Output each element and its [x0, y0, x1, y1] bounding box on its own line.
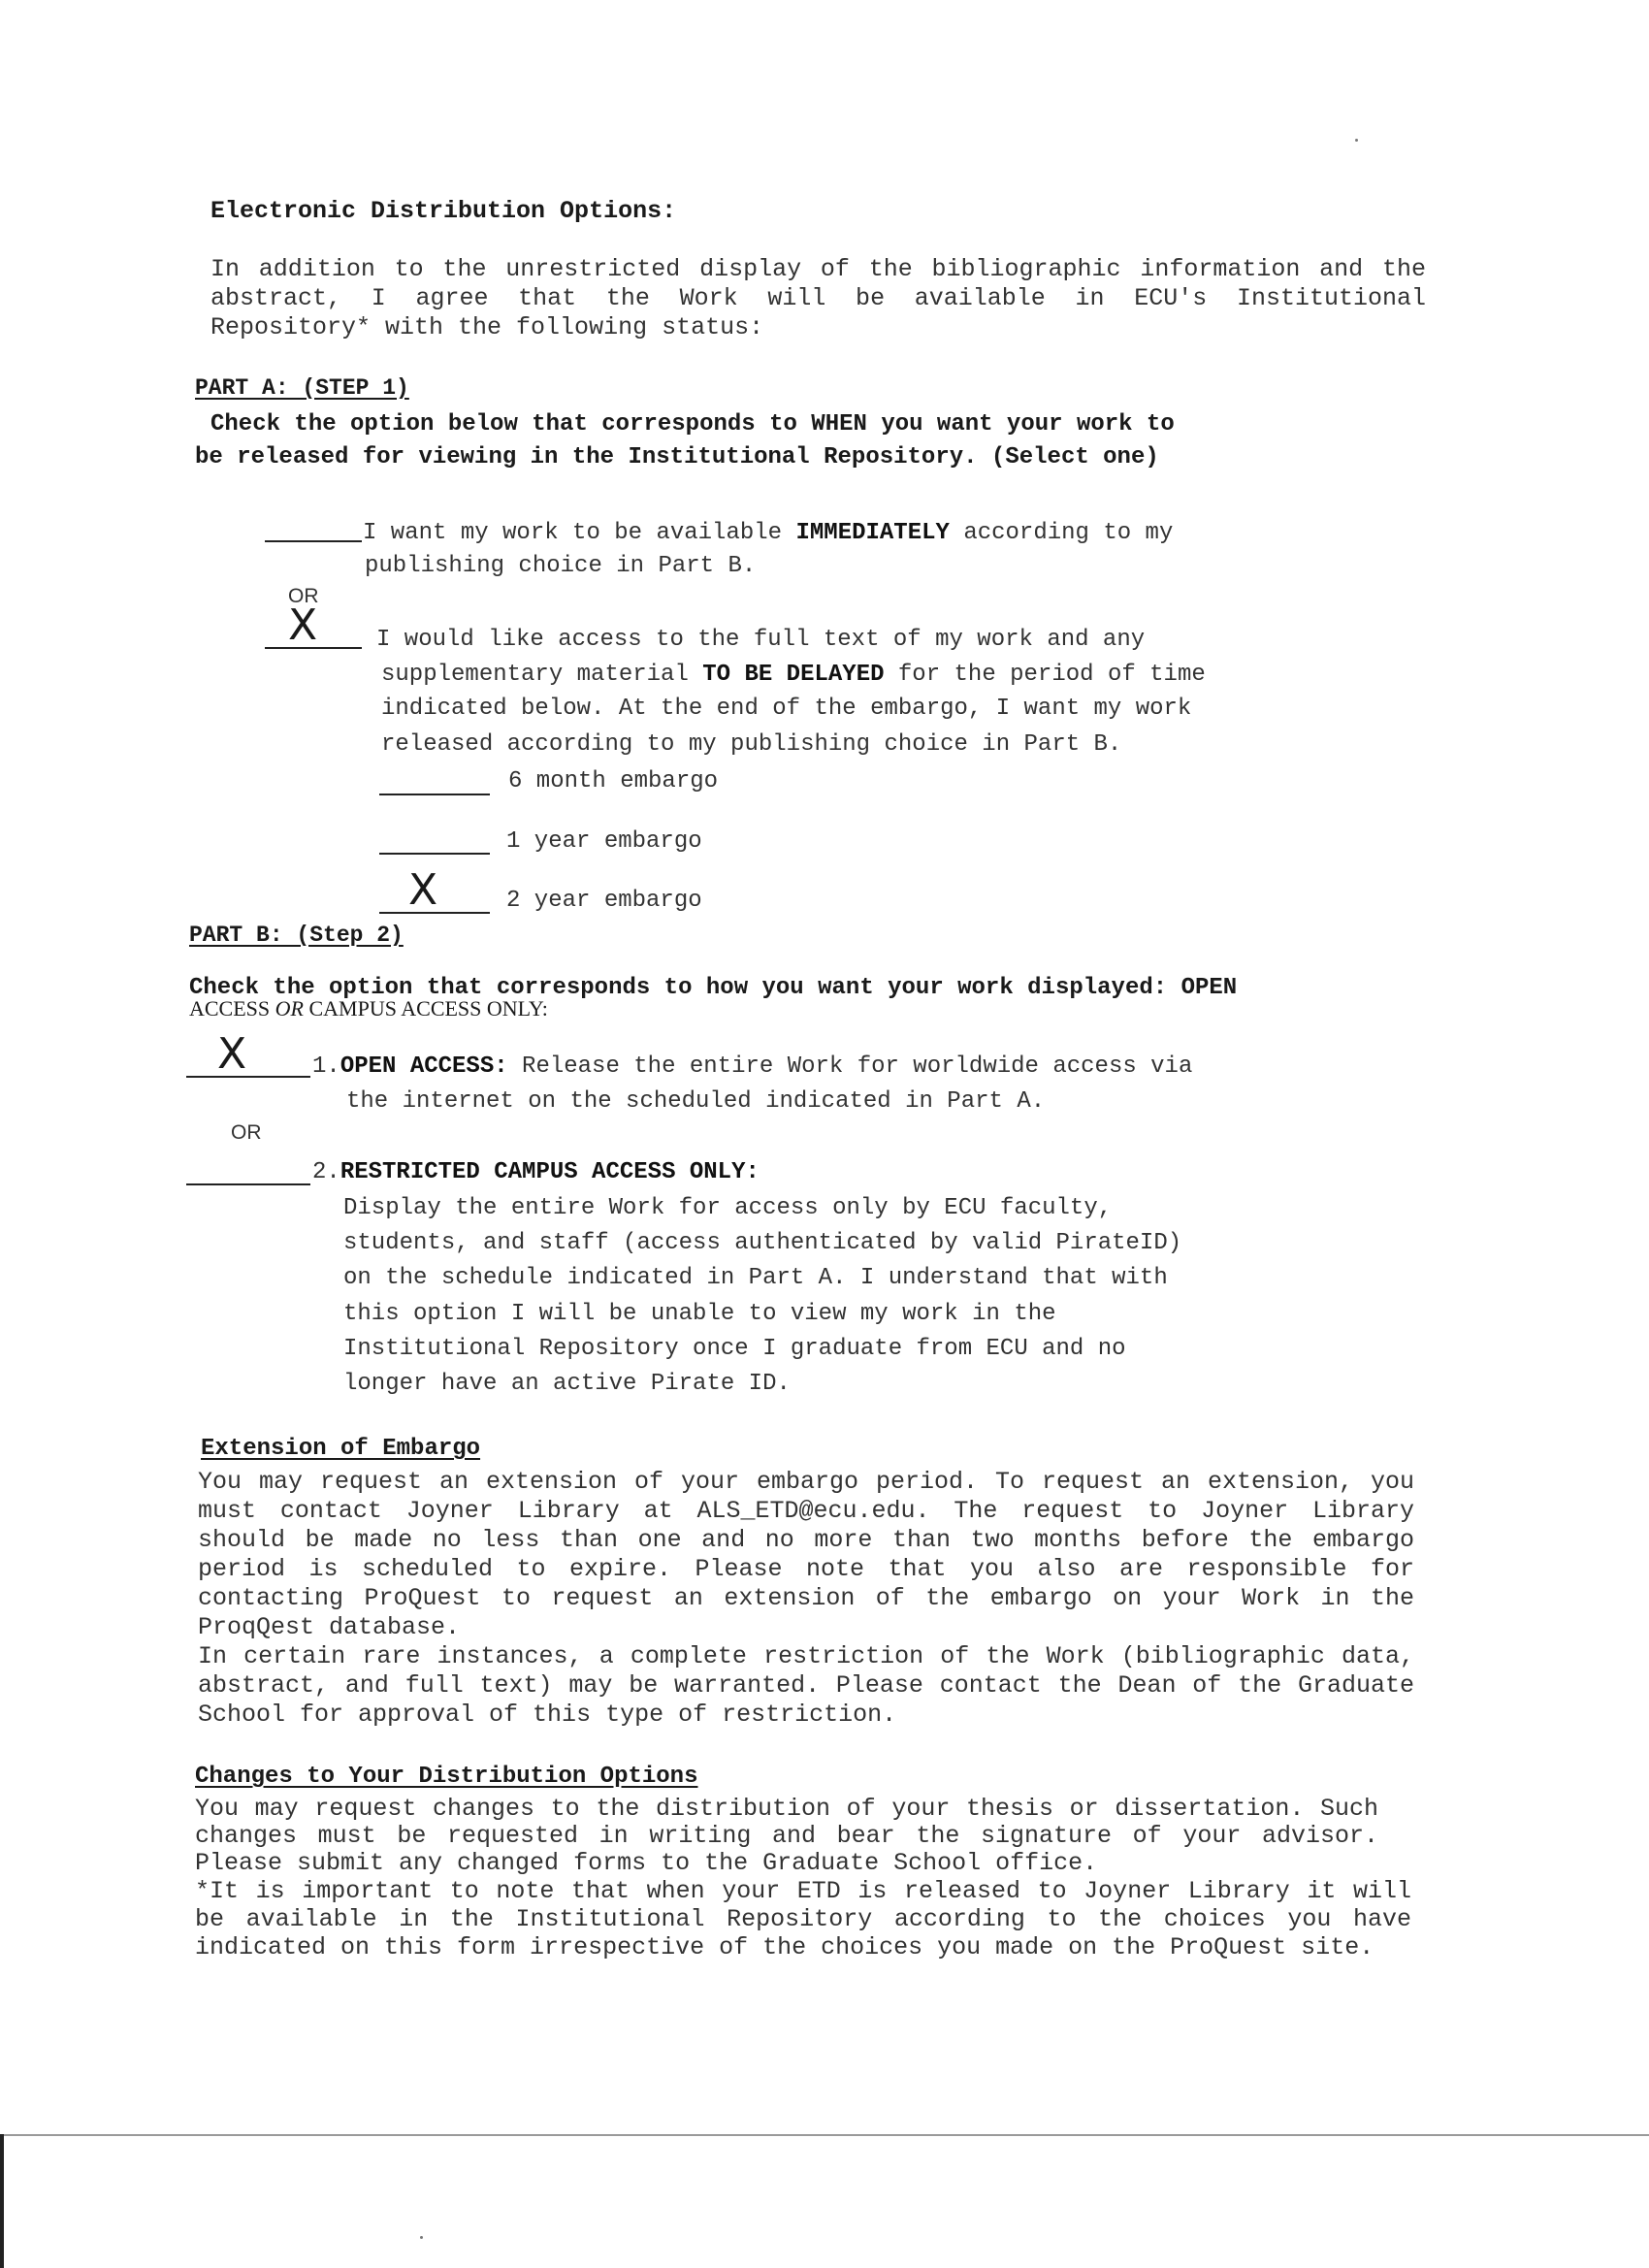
delayed-line2-after: for the period of time	[884, 662, 1206, 688]
immediate-option-line2: publishing choice in Part B.	[365, 553, 757, 579]
delayed-option-line3: indicated below. At the end of the embargo, I want my work	[381, 696, 1192, 722]
open-access-text: Release the entire Work for worldwide access via	[507, 1053, 1193, 1080]
open-access-line2: the internet on the scheduled indicated in Part A.	[346, 1088, 1046, 1115]
embargo-2-year-label: 2 year embargo	[506, 888, 702, 914]
delayed-option-line4: released according to my publishing choice in Part B.	[381, 731, 1122, 758]
part-a-heading: PART A: (STEP 1)	[195, 375, 409, 401]
delayed-option-line2	[381, 658, 1206, 693]
intro-paragraph: In addition to the unrestricted display of the bibliographic information and the abstract, I agree that the Work will be available in ECU's Institutional Repository* with the following status:	[210, 255, 1441, 341]
page-title: Electronic Distribution Options:	[210, 197, 677, 225]
part-a-instruction-line2: be released for viewing in the Institutional Repository. (Select one)	[195, 444, 1159, 470]
open-access-number: 1.	[312, 1053, 340, 1080]
scan-speck	[420, 2236, 423, 2239]
restricted-access-line4: this option I will be unable to view my work in the	[343, 1301, 1056, 1327]
immediate-text-before: I want my work to be available	[363, 520, 796, 546]
delayed-x-mark: X	[288, 600, 318, 650]
part-b-instruction-text: Check the option that corresponds to how you want your work displayed:	[189, 975, 1181, 1001]
part-b-instruction-line2	[189, 996, 548, 1021]
open-access-label: OPEN ACCESS:	[340, 1053, 508, 1080]
restricted-access-line3: on the schedule indicated in Part A. I understand that with	[343, 1265, 1168, 1291]
changes-paragraph-1: You may request changes to the distribution of your thesis or dissertation. Such changes must be requested in writing and bear the signature of your advisor. Please submit any changed forms to the Graduate School office.	[195, 1795, 1394, 1877]
changes-paragraph-2: *It is important to note that when your ETD is released to Joyner Library it will be available in the Institutional Repository according to the choices you have indicated on this form irrespective of the choices you made on the ProQuest site.	[195, 1877, 1427, 1961]
embargo-2-year-blank[interactable]	[379, 865, 490, 915]
immediate-text-bold: IMMEDIATELY	[795, 520, 950, 546]
open-access-x-mark: X	[217, 1029, 247, 1079]
part-b-heading: PART B: (Step 2)	[189, 923, 404, 948]
delayed-line2-bold: TO BE DELAYED	[702, 662, 885, 688]
embargo-1-year-label: 1 year embargo	[506, 828, 702, 855]
restricted-access-line6: longer have an active Pirate ID.	[343, 1371, 791, 1397]
scan-edge-line	[0, 2134, 1649, 2136]
extension-heading: Extension of Embargo	[201, 1436, 481, 1462]
restricted-access-number: 2.	[312, 1159, 340, 1185]
part-b-access-text: ACCESS	[189, 996, 275, 1021]
extension-paragraph-1: You may request an extension of your embargo period. To request an extension, you must contact Joyner Library at ALS_ETD@ecu.edu. The request to Joyner Library should be made no less than one and no more than two months before the embargo period is scheduled to expire. Please note that you also are responsible for contacting ProQuest to request an extension of the embargo on your Work in the ProqQest database.	[198, 1468, 1430, 1641]
changes-heading: Changes to Your Distribution Options	[195, 1764, 698, 1790]
part-b-campus-text: CAMPUS ACCESS ONLY:	[303, 996, 548, 1021]
part-a-instruction-line1: Check the option below that corresponds to WHEN you want your work to	[210, 411, 1175, 437]
embargo-6-month-blank[interactable]	[379, 794, 490, 795]
open-access-checkbox-blank[interactable]	[186, 1029, 310, 1079]
restricted-access-line2: students, and staff (access authenticated by valid PirateID)	[343, 1230, 1182, 1256]
immediate-text-after: according to my	[949, 520, 1174, 546]
restricted-access-line5: Institutional Repository once I graduate from ECU and no	[343, 1336, 1126, 1362]
embargo-6-month-label: 6 month embargo	[508, 768, 719, 794]
immediate-checkbox-blank[interactable]	[265, 540, 362, 542]
restricted-access-checkbox-blank[interactable]	[186, 1183, 310, 1185]
delayed-line2-before: supplementary material	[381, 662, 703, 688]
immediate-option-text	[363, 516, 1173, 551]
restricted-access-label: RESTRICTED CAMPUS ACCESS ONLY:	[340, 1159, 760, 1185]
restricted-access-option-label	[312, 1155, 760, 1190]
scan-speck	[1355, 139, 1358, 142]
extension-paragraph-2: In certain rare instances, a complete restriction of the Work (bibliographic data, abstract, and full text) may be warranted. Please contact the Dean of the Graduate School for approval of this type of restriction.	[198, 1642, 1430, 1729]
delayed-option-line1: I would like access to the full text of my work and any	[376, 627, 1146, 653]
delayed-checkbox-blank[interactable]	[265, 600, 362, 650]
scan-left-edge	[0, 2134, 4, 2268]
embargo-1-year-blank[interactable]	[379, 853, 490, 855]
part-b-or-label: OR	[231, 1121, 262, 1144]
part-b-or-italic: OR	[275, 996, 304, 1021]
restricted-access-line1: Display the entire Work for access only by ECU faculty,	[343, 1195, 1113, 1221]
part-b-instruction-open: OPEN	[1180, 975, 1238, 1001]
part-a-or-label: OR	[288, 585, 319, 607]
embargo-2-year-x-mark: X	[408, 865, 438, 915]
open-access-option-text	[312, 1050, 1192, 1085]
